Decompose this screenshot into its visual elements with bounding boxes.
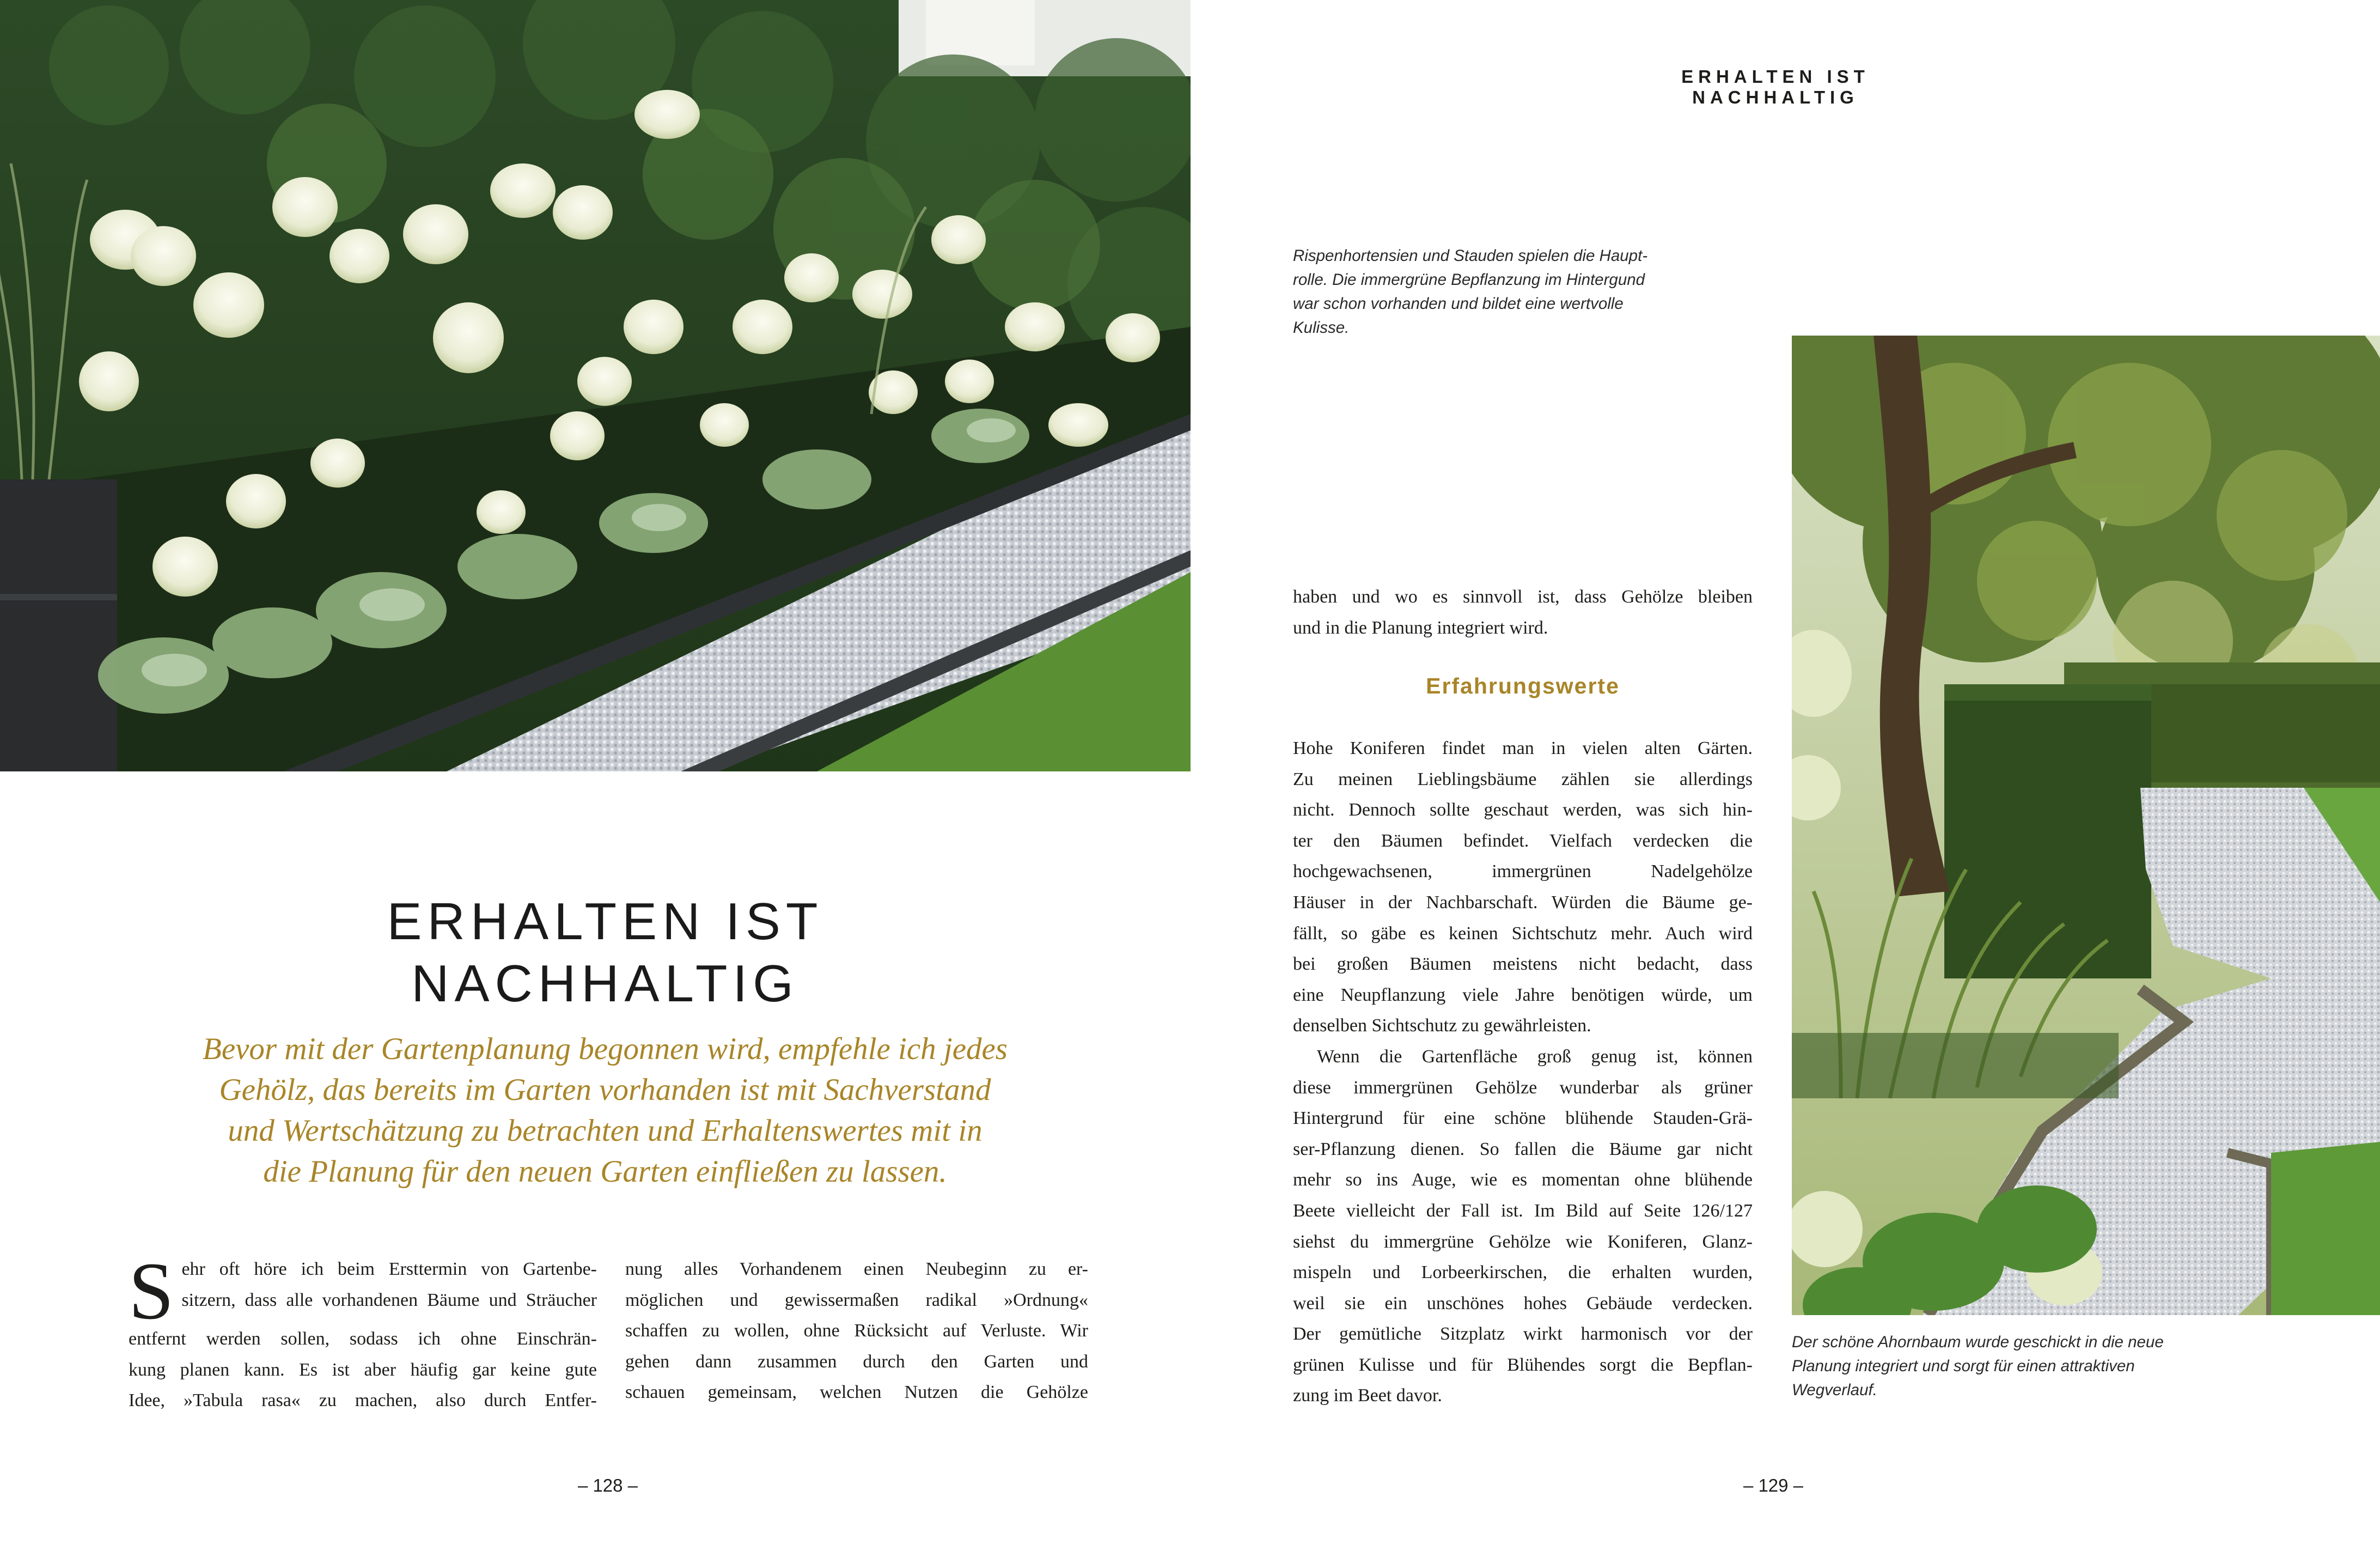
body-line: diese immergrünen Gehölze wunderbar als grüner (1293, 1077, 1753, 1098)
body-line: Idee, »Tabula rasa« zu machen, also durch Entfer- (129, 1390, 597, 1411)
hydrangea-illustration (0, 0, 1191, 771)
body-line: nung alles Vorhandenem einen Neubeginn zu er- (625, 1259, 1088, 1279)
body-line: ser-Pflanzung dienen. So fallen die Bäume gar nicht (1293, 1139, 1753, 1159)
body-line: entfernt werden sollen, sodass ich ohne Einschrän- (129, 1329, 597, 1349)
body-line: haben und wo es sinnvoll ist, dass Gehölze bleiben (1293, 587, 1753, 607)
body-line: ter den Bäumen befindet. Vielfach verdecken die (1293, 830, 1753, 851)
body-line: mehr so ins Auge, wie es momentan ohne blühende (1293, 1170, 1753, 1190)
body-line: und in die Planung integriert wird. (1293, 617, 1548, 638)
body-line: Zu meinen Lieblingsbäume zählen sie allerdings (1293, 769, 1753, 789)
page-number-left: – 128 – (577, 1475, 638, 1495)
intro-line: die Planung für den neuen Garten einfließen zu lassen. (263, 1154, 947, 1189)
intro-line: und Wertschätzung zu betrachten und Erhaltenswertes mit in (228, 1114, 982, 1148)
maple-tree-photo (1792, 336, 2380, 1315)
caption-top (1293, 244, 1696, 340)
body-line: Wenn die Gartenfläche groß genug ist, können (1317, 1046, 1753, 1067)
body-line: zung im Beet davor. (1293, 1385, 1442, 1406)
intro-line: Gehölz, das bereits im Garten vorhanden ist mit Sachverstand (219, 1073, 991, 1107)
caption-line: Planung integriert und sorgt für einen attraktiven (1792, 1357, 2135, 1375)
caption-line: Rispenhortensien und Stauden spielen die Haupt- (1293, 247, 1648, 265)
caption-bottom (1792, 1330, 2358, 1402)
body-line: kung planen kann. Es ist aber häufig gar keine gute (129, 1359, 597, 1380)
caption-line: rolle. Die immergrüne Bepflanzung im Hintergund (1293, 271, 1645, 289)
hydrangea-photo (0, 0, 1191, 771)
body-line: Der gemütliche Sitzplatz wirkt harmonisch vor der (1293, 1324, 1753, 1345)
body-line: fällt, so gäbe es keinen Sichtschutz mehr. Auch wird (1293, 923, 1753, 944)
body-line: Häuser in der Nachbarschaft. Würden die Bäume ge- (1293, 892, 1753, 913)
caption-line: Kulisse. (1293, 319, 1350, 337)
body-line: denselben Sichtschutz zu gewährleisten. (1293, 1015, 1591, 1036)
body-line: schaffen zu wollen, ohne Rücksicht auf Verluste. Wir (625, 1321, 1088, 1341)
body-line: Beete vielleicht der Fall ist. Im Bild auf Seite 126/127 (1293, 1200, 1753, 1221)
body-line: möglichen und gewissermaßen radikal »Ordnung« (625, 1290, 1088, 1310)
subheading-erfahrungswerte: Erfahrungswerte (1426, 673, 1620, 698)
running-header: ERHALTEN IST NACHHALTIG (1681, 66, 1870, 107)
body-line: grünen Kulisse und für Blühendes sorgt die Bepflan- (1293, 1354, 1753, 1375)
body-line: siehst du immergrüne Gehölze wie Koniferen, Glanz- (1293, 1231, 1753, 1252)
chapter-title (283, 891, 927, 1015)
body-line: Hohe Koniferen findet man in vielen alten Gärten. (1293, 738, 1753, 758)
page-number-right: – 129 – (1743, 1475, 1804, 1495)
body-line: hochgewachsenen, immergrünen Nadelgehölze (1293, 861, 1753, 882)
body-line: ehr oft höre ich beim Ersttermin von Gartenbe- (181, 1259, 597, 1279)
caption-line: Der schöne Ahornbaum wurde geschickt in die neue (1792, 1333, 2164, 1351)
body-line: mispeln und Lorbeerkirschen, die erhalten wurden, (1293, 1262, 1753, 1283)
body-line: Hintergrund für eine schöne blühende Stauden-Grä- (1293, 1108, 1753, 1129)
body-column-left-1 (129, 1246, 597, 1416)
body-line: bei großen Bäumen meistens nicht bedacht, dass (1293, 954, 1753, 975)
intro-paragraph (129, 1029, 1082, 1192)
caption-line: Wegverlauf. (1792, 1381, 1877, 1399)
body-line: weil sie ein unschönes hohes Gebäude verdecken. (1293, 1293, 1753, 1313)
body-column-left-2 (625, 1254, 1088, 1408)
intro-line: Bevor mit der Gartenplanung begonnen wird, empfehle ich jedes (203, 1032, 1008, 1066)
drop-cap: S (129, 1246, 174, 1336)
body-column-right (1293, 582, 1753, 643)
body-line: nicht. Dennoch sollte geschaut werden, was sich hin- (1293, 800, 1753, 820)
maple-illustration (1792, 336, 2380, 1315)
chapter-title-line: ERHALTEN IST (387, 892, 823, 951)
body-line: gehen dann zusammen durch den Garten und (625, 1351, 1088, 1372)
caption-line: war schon vorhanden und bildet eine wertvolle (1293, 295, 1624, 313)
body-line: eine Neupflanzung viele Jahre benötigen würde, um (1293, 984, 1753, 1005)
chapter-title-line: NACHHALTIG (411, 954, 799, 1013)
body-column-right-p1 (1293, 733, 1753, 1412)
body-line: schauen gemeinsam, welchen Nutzen die Gehölze (625, 1382, 1088, 1403)
body-line: sitzern, dass alle vorhandenen Bäume und Sträucher (181, 1290, 597, 1310)
